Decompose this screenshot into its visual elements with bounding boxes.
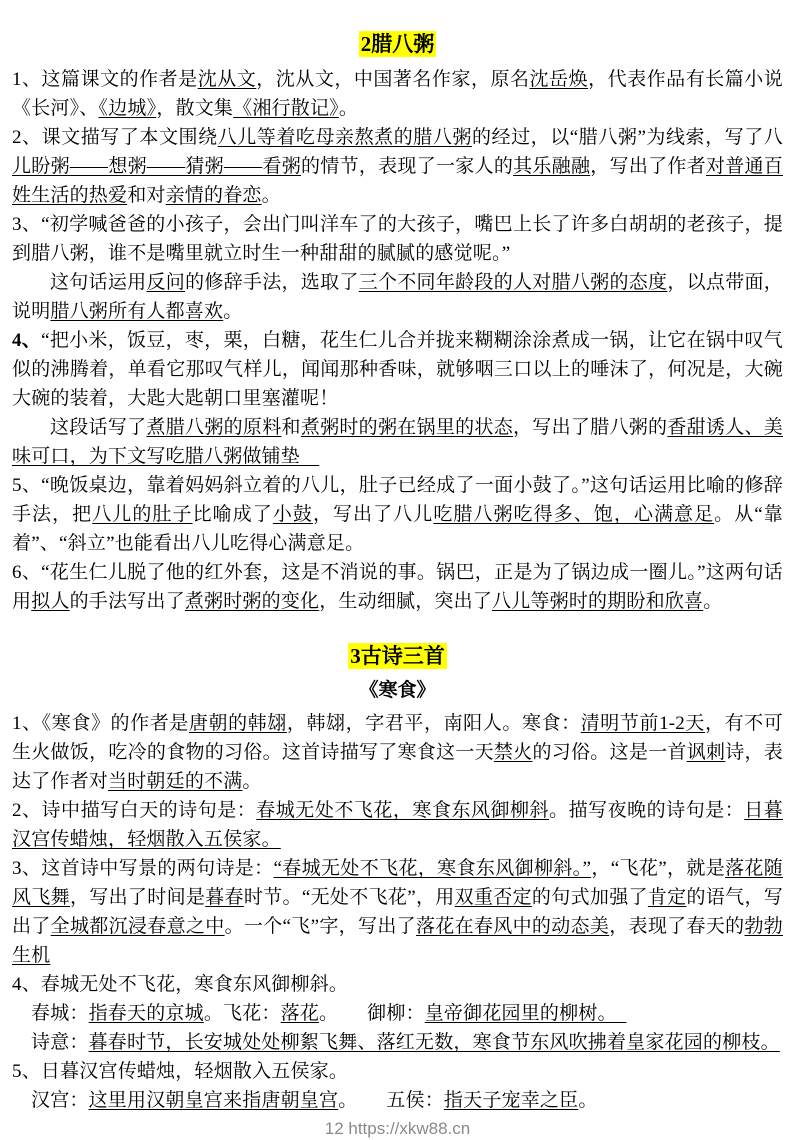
underlined-text: “春城无处不飞花，寒食东风御柳斜。” — [273, 858, 592, 879]
underlined-text: 《边城》 — [98, 98, 157, 119]
paragraph — [12, 268, 783, 326]
text-run: ，代表作品有长篇小说《长河》、 — [12, 69, 783, 119]
text-run: 的修辞手法，选取了 — [185, 272, 359, 293]
paragraph — [12, 558, 783, 616]
paragraph — [12, 709, 783, 796]
underlined-text: 腊八粥所有人都喜欢 — [50, 301, 224, 322]
text-run: 6、“花生仁儿脱了他的红外套，这是不消说的事。锅巴，正是为了锅边成一圈儿。”这两句话用 — [12, 562, 783, 612]
text-run: 的句式加强了 — [531, 887, 648, 908]
underlined-text: 落花在春风中的动态美 — [415, 916, 610, 937]
underlined-text: 皇帝御花园里的柳树。 — [424, 1003, 627, 1024]
underlined-text: 唐朝的韩翃 — [188, 713, 287, 734]
text-run: ，沈从文，中国著名作家，原名 — [256, 69, 530, 90]
text-run: 。 — [261, 185, 281, 206]
underlined-text: 指天子宠幸之臣 — [443, 1090, 579, 1111]
text-run: 的语气，写出了 — [12, 887, 784, 937]
text-run: 。 御柳： — [319, 1003, 425, 1024]
text-run: 3、这首诗中写景的两句诗是： — [12, 858, 274, 879]
underlined-text: 拟人 — [31, 591, 70, 612]
paragraph — [12, 1057, 783, 1086]
text-run: 这句话运用 — [50, 272, 147, 293]
paragraph — [12, 999, 783, 1028]
text-run: 。 — [703, 591, 723, 612]
underlined-text: 煮腊八粥的原料 — [146, 417, 282, 438]
underlined-text: 煮粥时粥的变化 — [184, 591, 320, 612]
text-run: ，写出了腊八粥的 — [513, 417, 668, 438]
text-run: 。一个“飞”字，写出了 — [224, 916, 416, 937]
underlined-text: 双重否定 — [454, 887, 532, 908]
underlined-text: 其乐融融 — [513, 156, 591, 177]
text-run: ，有不可生火做饭，吃冷的食物的习俗。这首诗描写了寒食这一天 — [12, 713, 783, 763]
text-run: ，“飞花”，就是 — [591, 858, 726, 879]
text-run: 。从“靠着”、“斜立”也能看出八儿吃得心满意足。 — [12, 504, 783, 554]
text-run: 5、日暮汉宫传蜡烛，轻烟散入五侯家。 — [12, 1061, 349, 1082]
underlined-text: 禁火 — [493, 742, 533, 763]
underlined-text: 《湘行散记》 — [233, 98, 339, 119]
text-run: “把小米，饭豆，枣，栗，白糖，花生仁儿合并拢来糊糊涂涂煮成一锅，让它在锅中叹气似的沸腾着，单看它那叹气样儿，闻闻那种香味，就够咽三口以上的唾沫了，何况是，大碗大碗的装着，大匙大匙朝口里塞灌呢！ — [12, 330, 783, 409]
underlined-text: 八儿等粥时的期盼和欣喜 — [492, 591, 704, 612]
underlined-text: 八儿的肚子 — [92, 504, 193, 525]
paragraph — [12, 970, 783, 999]
section — [12, 30, 783, 616]
text-run: 的习俗。这是一首 — [532, 742, 687, 763]
text-run: 的手法写出了 — [69, 591, 185, 612]
underlined-text: 小鼓 — [272, 504, 313, 525]
text-run: 和对 — [127, 185, 166, 206]
text-run: 。 — [242, 771, 262, 792]
text-run: 汉宫： — [31, 1090, 89, 1111]
text-run: ，散文集 — [156, 98, 234, 119]
section — [12, 642, 783, 1115]
underlined-text: 沈岳焕 — [529, 69, 589, 90]
text-run: 3、“初学喊爸爸的小孩子，会出门叫洋车了的大孩子，嘴巴上长了许多白胡胡的老孩子，提到腊八粥，谁不是嘴里就立时生一种甜甜的腻腻的感觉呢。” — [12, 214, 783, 264]
text-run: 1、这篇课文的作者是 — [12, 69, 198, 90]
document-body — [12, 30, 783, 1115]
underlined-text: 反问 — [146, 272, 186, 293]
text-run: 的情节，表现了一家人的 — [301, 156, 514, 177]
text-run: 2、课文描写了本文围绕 — [12, 127, 218, 148]
text-run: 诗，表达了作者对 — [12, 742, 784, 792]
underlined-text: 吃腊八粥吃得多、饱，心满意足 — [433, 504, 715, 525]
text-run: 比喻成了 — [192, 504, 273, 525]
text-run: 。 — [578, 1090, 598, 1111]
text-run: 时节。“无处不飞花”，用 — [243, 887, 455, 908]
underlined-text: 勃勃生机 — [12, 916, 784, 966]
paragraph — [12, 326, 783, 413]
text-run: 春城： — [31, 1003, 89, 1024]
text-run: ，韩翃，字君平，南阳人。寒食： — [286, 713, 581, 734]
text-run: ，写出了时间是 — [69, 887, 206, 908]
paragraph — [12, 1086, 783, 1115]
underlined-text: 对普通百姓生活的热爱 — [12, 156, 783, 206]
underlined-text: 这里用汉朝皇宫来指唐朝皇宫 — [88, 1090, 339, 1111]
text-run: 的经过，以“腊八粥”为线索，写了八 — [471, 127, 783, 148]
underlined-text: 落花 — [280, 1003, 320, 1024]
underlined-text: 指春天的京城 — [88, 1003, 204, 1024]
underlined-text: 香甜诱人、美味可口，为下文写吃腊八粥做铺垫 — [12, 417, 783, 467]
text-run: 2、诗中描写白天的诗句是： — [12, 800, 257, 821]
paragraph — [12, 854, 783, 970]
text-run: 和 — [281, 417, 301, 438]
underlined-text: 日暮汉宫传蜡烛，轻烟散入五侯家。 — [12, 800, 783, 850]
text-run: 4、春城无处不飞花，寒食东风御柳斜。 — [12, 974, 349, 995]
underlined-text: 落花随风飞舞 — [12, 858, 783, 908]
paragraph — [12, 123, 783, 210]
underlined-text: 八儿等着吃母亲熬煮的腊八粥 — [217, 127, 472, 148]
underlined-text: 讽刺 — [686, 742, 726, 763]
underlined-text: 三个不同年龄段的人对腊八粥的态度 — [358, 272, 668, 293]
text-run: ，写出了作者 — [590, 156, 706, 177]
text-run: ，写出了八儿 — [312, 504, 434, 525]
text-run: 5、“晚饭桌边，靠着妈妈斜立着的八儿，肚子已经成了一面小鼓了。”这句话运用比喻的修辞手法，把 — [12, 475, 783, 525]
text-run: 。飞花： — [203, 1003, 281, 1024]
page-footer-watermark: 12 https://xkw88.cn — [324, 1119, 471, 1138]
text-run: 4、 — [12, 330, 42, 351]
underlined-text: 煮粥时的粥在锅里的状态 — [300, 417, 514, 438]
text-run: 。 — [338, 98, 359, 119]
underlined-text: 暮春 — [205, 887, 244, 908]
text-run: ，以点带面，说明 — [12, 272, 783, 322]
section-title — [12, 642, 783, 670]
text-run: ，表现了春天的 — [609, 916, 745, 937]
underlined-text: 肯定 — [647, 887, 687, 908]
paragraph — [12, 210, 783, 268]
paragraph — [12, 413, 783, 471]
paragraph — [12, 1028, 783, 1057]
section-subtitle: 《寒食》 — [359, 680, 436, 701]
text-run: 这段话写了 — [50, 417, 147, 438]
underlined-text: 春城无处不飞花，寒食东风御柳斜 — [256, 800, 550, 821]
text-run: 诗意： — [31, 1032, 89, 1053]
underlined-text: 儿盼粥——想粥——猜粥——看粥 — [12, 156, 301, 177]
text-run: 。描写夜晚的诗句是： — [549, 800, 745, 821]
text-run: 。 五侯： — [338, 1090, 444, 1111]
underlined-text: 清明节前1-2天 — [580, 713, 705, 734]
section-title-highlight: 3古诗三首 — [350, 644, 445, 668]
underlined-text: 全城都沉浸春意之中 — [50, 916, 225, 937]
paragraph — [12, 796, 783, 854]
text-run: 。 — [223, 301, 243, 322]
underlined-text: 当时朝廷的不满 — [108, 771, 243, 792]
text-run: 1、《寒食》的作者是 — [12, 713, 189, 734]
section-title-highlight: 2腊八粥 — [360, 32, 435, 56]
underlined-text: 亲情的眷恋 — [165, 185, 262, 206]
section-title — [12, 30, 783, 58]
text-run: ，生动细腻，突出了 — [319, 591, 493, 612]
underlined-text: 暮春时节，长安城处处柳絮飞舞、落红无数，寒食节东风吹拂着皇家花园的柳枝。 — [88, 1032, 780, 1053]
paragraph — [12, 65, 783, 123]
paragraph — [12, 471, 783, 558]
underlined-text: 沈从文 — [197, 69, 257, 90]
